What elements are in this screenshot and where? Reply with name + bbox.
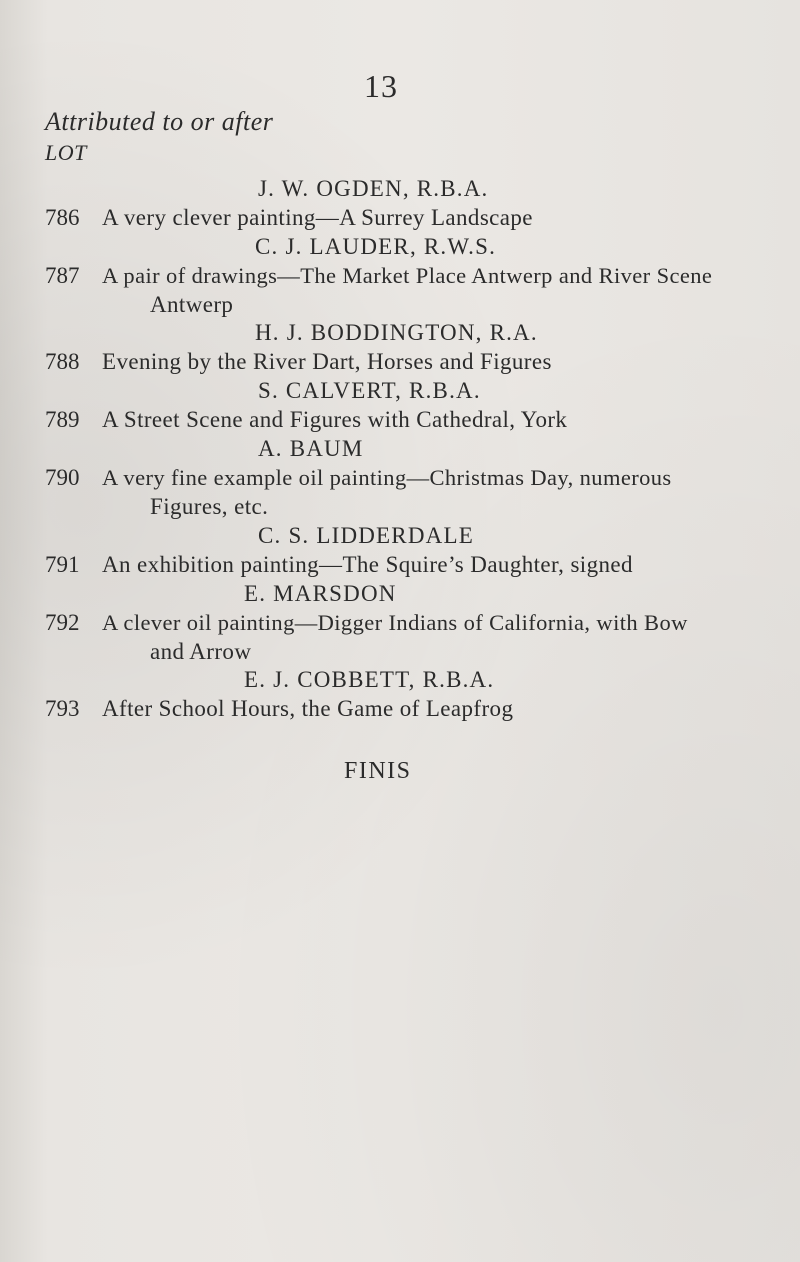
finis-footer: FINIS <box>344 758 412 784</box>
lot-column-label: LOT <box>45 140 87 165</box>
artist-name: C. S. LIDDERDALE <box>258 523 474 548</box>
lot-description: A pair of drawings—The Market Place Antwerp and River Scene <box>102 263 713 288</box>
lot-description: A very clever painting—A Surrey Landscape <box>102 205 533 230</box>
lot-description-continued: Figures, etc. <box>150 494 269 519</box>
section-header: Attributed to or after <box>45 107 274 136</box>
lot-number: 791 <box>45 552 80 577</box>
lot-description-continued: Antwerp <box>150 292 234 317</box>
lot-number: 790 <box>45 465 80 490</box>
lot-description: A clever oil painting—Digger Indians of California, with Bow <box>102 610 688 635</box>
lot-description: Evening by the River Dart, Horses and Figures <box>102 349 552 374</box>
lot-number: 786 <box>45 205 80 230</box>
lot-description: A Street Scene and Figures with Cathedral, York <box>102 407 568 432</box>
artist-name: E. J. COBBETT, R.B.A. <box>244 667 495 692</box>
lot-description-continued: and Arrow <box>150 639 252 664</box>
artist-name: S. CALVERT, R.B.A. <box>258 378 481 403</box>
artist-name: A. BAUM <box>258 436 364 461</box>
lot-description: A very fine example oil painting—Christmas Day, numerous <box>102 465 672 490</box>
lot-number: 792 <box>45 610 80 635</box>
lot-number: 788 <box>45 349 80 374</box>
lot-number: 787 <box>45 263 80 288</box>
page-number: 13 <box>364 68 398 104</box>
artist-name: E. MARSDON <box>244 581 397 606</box>
lot-number: 789 <box>45 407 80 432</box>
lot-description: An exhibition painting—The Squire’s Daughter, signed <box>102 552 633 577</box>
lot-number: 793 <box>45 696 80 721</box>
lot-description: After School Hours, the Game of Leapfrog <box>102 696 514 721</box>
artist-name: H. J. BODDINGTON, R.A. <box>255 320 538 345</box>
artist-name: C. J. LAUDER, R.W.S. <box>255 234 497 259</box>
artist-name: J. W. OGDEN, R.B.A. <box>258 176 489 201</box>
